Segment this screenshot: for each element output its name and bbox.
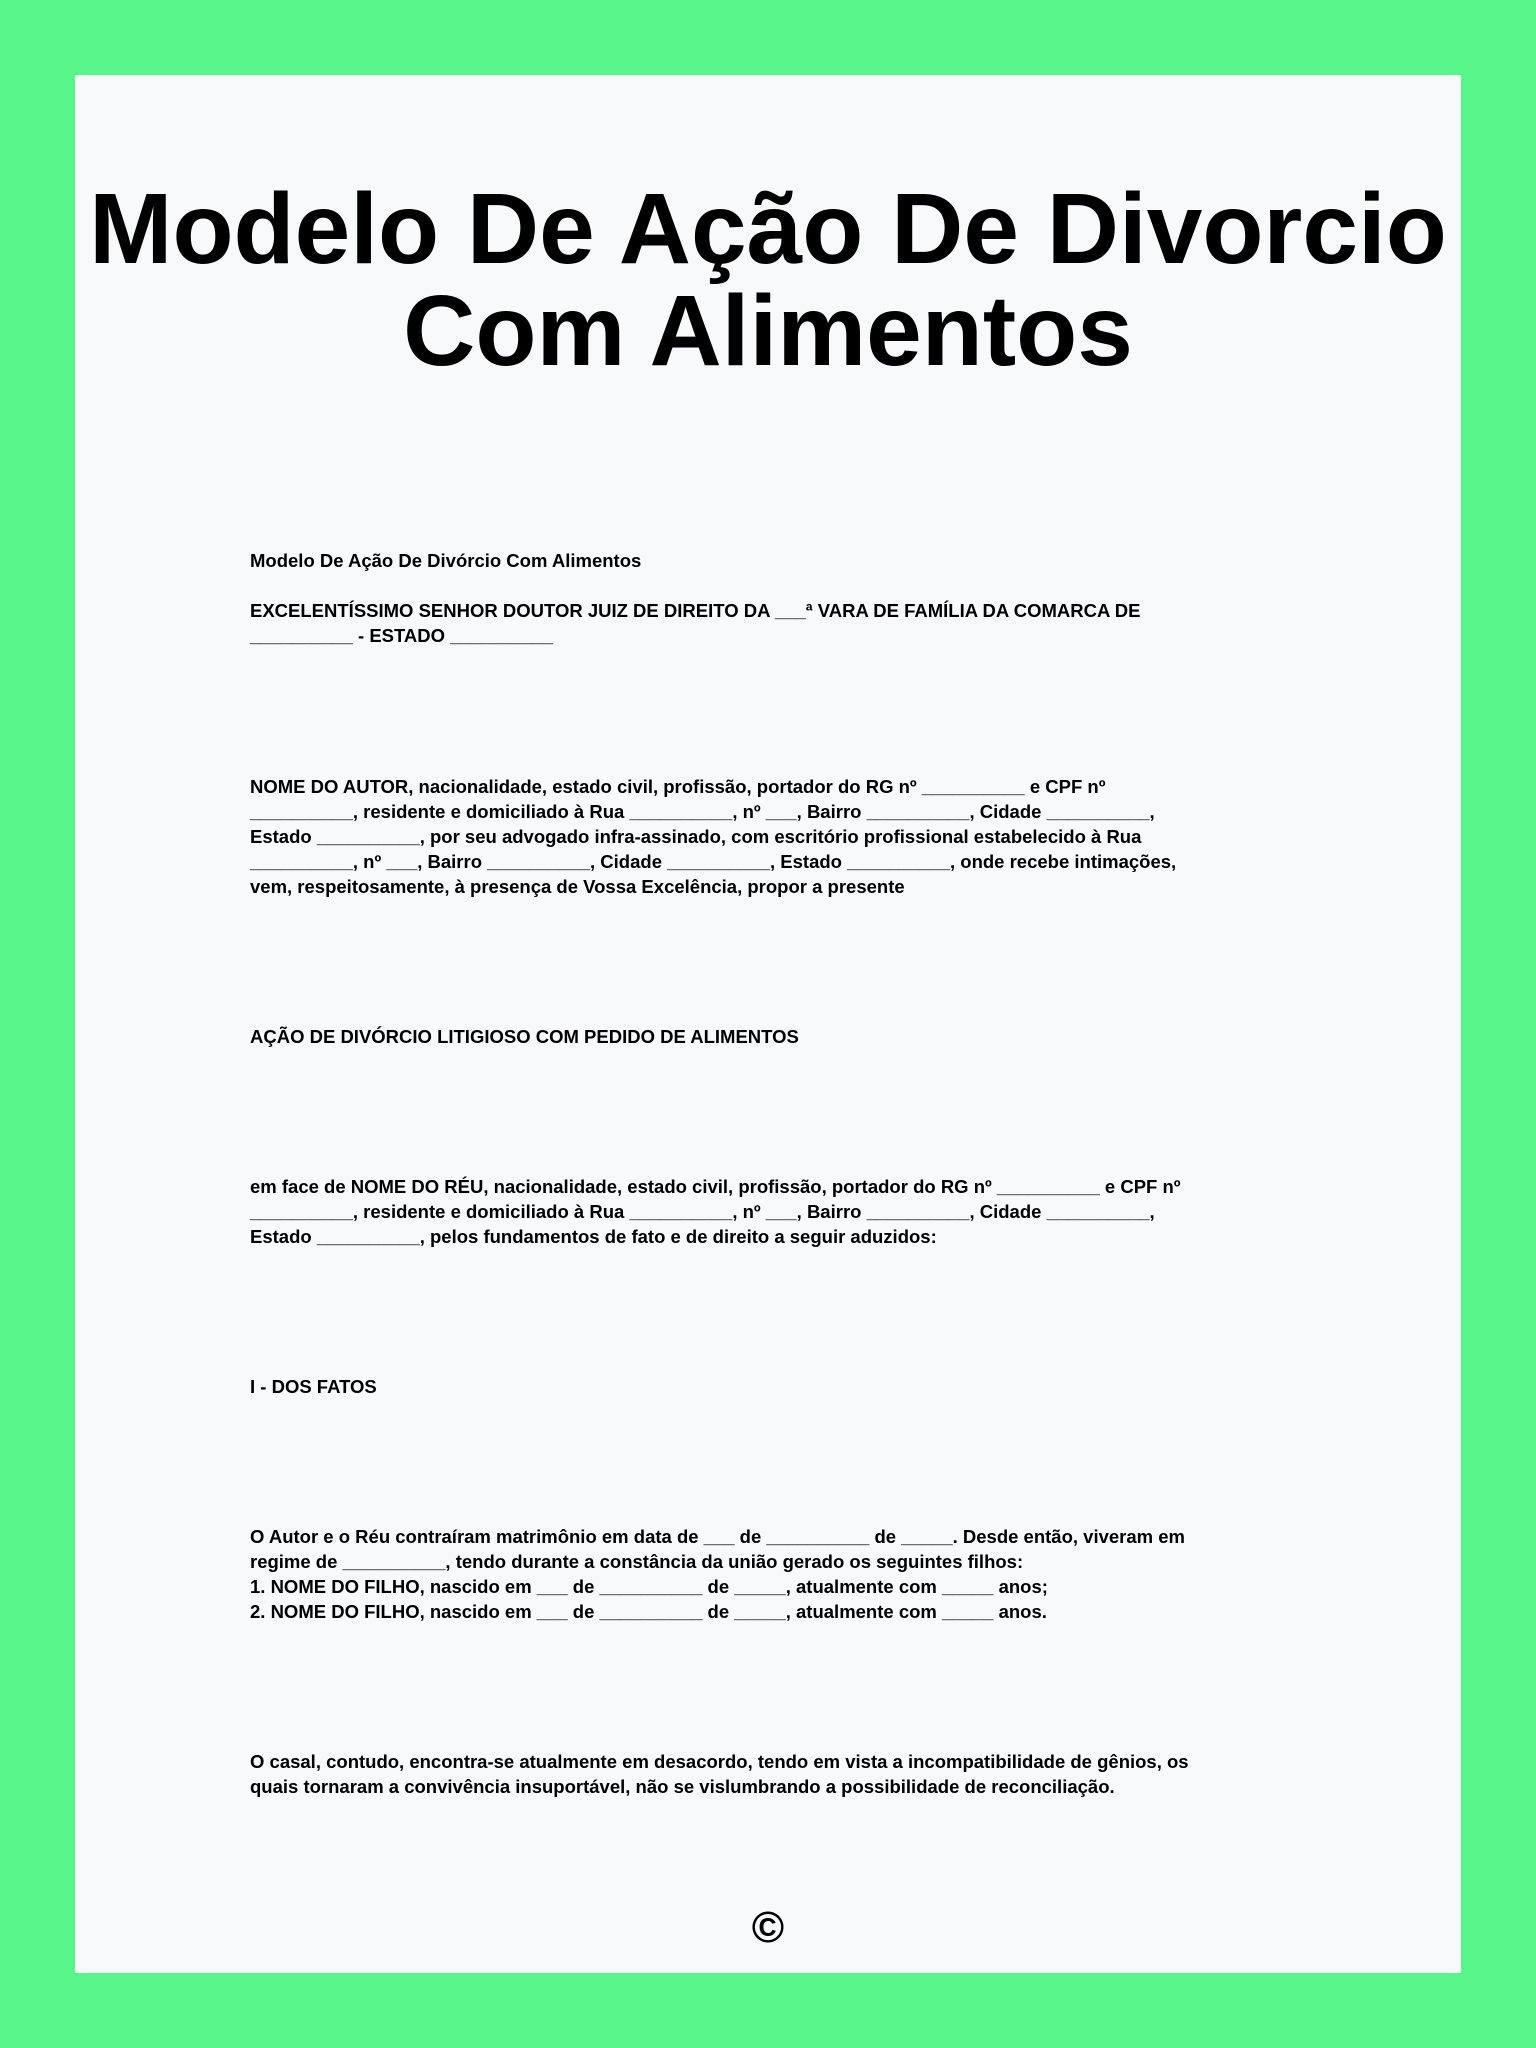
- document-heading: Modelo De Ação De Divórcio Com Alimentos: [250, 550, 642, 571]
- court-address-line-1: EXCELENTÍSSIMO SENHOR DOUTOR JUIZ DE DIREITO DA ___ª VARA DE FAMÍLIA DA COMARCA DE: [250, 600, 1141, 621]
- page-title-line-2: Com Alimentos: [403, 275, 1133, 387]
- discord-line-1: O casal, contudo, encontra-se atualmente em desacordo, tendo em vista a incompatibilidade de gênios, os: [250, 1751, 1189, 1772]
- author-qualification: [250, 774, 1290, 899]
- court-address: [250, 598, 1290, 648]
- discord-paragraph: [250, 1749, 1290, 1799]
- defendant-line-1: em face de NOME DO RÉU, nacionalidade, estado civil, profissão, portador do RG nº __________ e CPF nº: [250, 1176, 1181, 1197]
- author-line-3: Estado __________, por seu advogado infra-assinado, com escritório profissional estabelecido à Rua: [250, 826, 1142, 847]
- defendant-line-2: __________, residente e domiciliado à Rua __________, nº ___, Bairro __________, Cidade __________,: [250, 1201, 1155, 1222]
- defendant-qualification: [250, 1174, 1290, 1249]
- action-title: AÇÃO DE DIVÓRCIO LITIGIOSO COM PEDIDO DE ALIMENTOS: [250, 1026, 799, 1047]
- facts-line-1: O Autor e o Réu contraíram matrimônio em data de ___ de __________ de _____. Desde então, viveram em: [250, 1526, 1185, 1547]
- child-item-1: 1. NOME DO FILHO, nascido em ___ de __________ de _____, atualmente com _____ anos;: [250, 1576, 1048, 1597]
- defendant-line-3: Estado __________, pelos fundamentos de fato e de direito a seguir aduzidos:: [250, 1226, 937, 1247]
- facts-paragraph: [250, 1524, 1290, 1624]
- page-title-line-1: Modelo De Ação De Divorcio: [89, 173, 1447, 285]
- facts-line-2: regime de __________, tendo durante a constância da união gerado os seguintes filhos:: [250, 1551, 1024, 1572]
- page-title: [0, 173, 1536, 387]
- author-line-2: __________, residente e domiciliado à Rua __________, nº ___, Bairro __________, Cidade __________,: [250, 801, 1155, 822]
- court-address-line-2: __________ - ESTADO __________: [250, 625, 554, 646]
- author-line-1: NOME DO AUTOR, nacionalidade, estado civil, profissão, portador do RG nº __________ e CPF nº: [250, 776, 1106, 797]
- author-line-5: vem, respeitosamente, à presença de Vossa Excelência, propor a presente: [250, 876, 905, 897]
- copyright-icon: ©: [751, 1903, 785, 1952]
- section-facts-heading: I - DOS FATOS: [250, 1376, 377, 1397]
- child-item-2: 2. NOME DO FILHO, nascido em ___ de __________ de _____, atualmente com _____ anos.: [250, 1601, 1047, 1622]
- author-line-4: __________, nº ___, Bairro __________, Cidade __________, Estado __________, onde recebe intimações,: [250, 851, 1177, 872]
- discord-line-2: quais tornaram a convivência insuportável, não se vislumbrando a possibilidade de reconciliação.: [250, 1776, 1115, 1797]
